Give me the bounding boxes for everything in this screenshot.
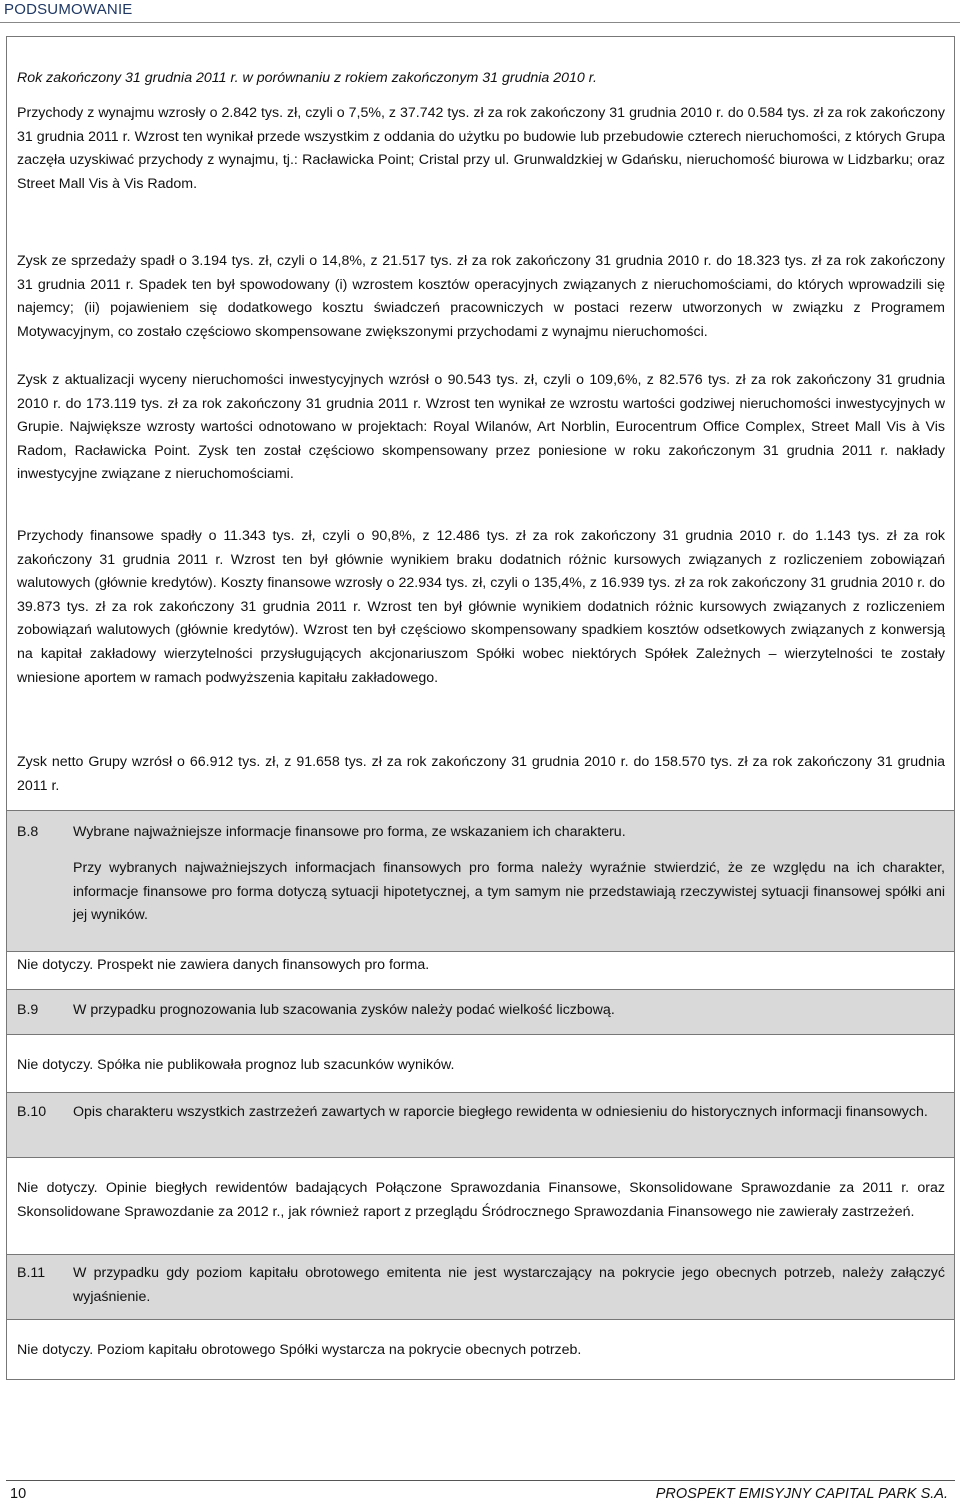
divider (7, 951, 954, 952)
section-code: B.11 (17, 1265, 46, 1281)
section-b9-answer: Nie dotyczy. Spółka nie publikowała prognoz lub szacunków wyników. (17, 1057, 455, 1073)
net-profit-paragraph: Zysk netto Grupy wzrósł o 66.912 tys. zł, z 91.658 tys. zł za rok zakończony 31 grudnia 2010 r. do 158.570 tys. zł za rok zakończony 31 grudnia 2011 r. (17, 754, 945, 794)
divider (7, 1319, 954, 1320)
page-header (0, 0, 960, 23)
section-b10-row (7, 1093, 954, 1157)
revaluation-paragraph: Zysk z aktualizacji wyceny nieruchomości inwestycyjnych wzrósł o 90.543 tys. zł, czyli o 109,6%, z 82.576 tys. zł za rok zakończony 31 grudnia 2010 r. do 173.119 tys. zł za rok zakończony 31 grudnia 2011 r. Wzrost ten wynikał ze wzrostu wartości godziwej nieruchomości inwestycyjnych w Grupie. Największe wzrosty wartości odnotowano w projektach: Royal Wilanów, Art Norblin, Eurocentrum Office Complex, Street Mall Vis à Vis Radom, Racławicka Point. Zysk ten został częściowo skompensowany przez poniesione w roku zakończonym 31 grudnia 2011 r. nakłady inwestycyjne związane z nieruchomościami. (17, 372, 945, 483)
section-code: B.8 (17, 824, 39, 840)
section-heading: Wybrane najważniejsze informacje finansowe pro forma, ze wskazaniem ich charakteru. (73, 824, 626, 840)
divider (7, 1157, 954, 1158)
summary-table (6, 36, 955, 1380)
financial-income-paragraph: Przychody finansowe spadły o 11.343 tys. zł, czyli o 90,8%, z 12.486 tys. zł za rok zakończony 31 grudnia 2010 r. do 1.143 tys. zł za rok zakończony 31 grudnia 2011 r. Wzrost ten był głównie wynikiem braku dodatnich różnic kursowych związanych z rozliczeniem zobowiązań walutowych (głównie kredytów). Koszty finansowe wzrosły o 22.934 tys. zł, czyli o 135,4%, z 16.939 tys. zł za rok zakończony 31 grudnia 2010 r. do 39.873 tys. zł za rok zakończony 31 grudnia 2011 r. Wzrost ten był głównie wynikiem dodatnich różnic kursowych związanych z rozliczeniem zobowiązań walutowych (głównie kredytów). Wzrost ten był częściowo skompensowany spadkiem kosztów odsetkowych związanych z konwersją na kapitał zakładowy wierzytelności przysługujących akcjonariuszom Spółki wobec niektórych Spółek Zależnych – wierzytelności te zostały wniesione aportem w ramach podwyższenia kapitału zakładowego. (17, 528, 945, 686)
divider (7, 1034, 954, 1035)
section-title: PODSUMOWANIE (4, 1, 133, 18)
page-number: 10 (10, 1486, 27, 1502)
comparison-heading: Rok zakończony 31 grudnia 2011 r. w porównaniu z rokiem zakończonym 31 grudnia 2010 r. (17, 70, 597, 86)
publication-title: PROSPEKT EMISYJNY CAPITAL PARK S.A. (655, 1486, 948, 1502)
sales-profit-paragraph: Zysk ze sprzedaży spadł o 3.194 tys. zł, czyli o 14,8%, z 21.517 tys. zł za rok zakończony 31 grudnia 2010 r. do 18.323 tys. zł za rok zakończony 31 grudnia 2011 r. Spadek ten był spowodowany (i) wzrostem kosztów operacyjnych związanych z nieruchomościami, do których wprowadzili się najemcy; (ii) pojawieniem się dodatkowego kosztu świadczeń pracowniczych w postaci rezerw utworzonych w związku z Programem Motywacyjnym, co zostało częściowo skompensowane zwiększonymi przychodami z wynajmu nieruchomości. (17, 253, 945, 340)
footer-rule (6, 1480, 955, 1481)
section-b11-row (7, 1255, 954, 1319)
section-code: B.10 (17, 1104, 47, 1120)
section-heading: W przypadku prognozowania lub szacowania zysków należy podać wielkość liczbową. (73, 1002, 615, 1018)
section-b8-answer: Nie dotyczy. Prospekt nie zawiera danych finansowych pro forma. (17, 957, 430, 973)
section-heading: W przypadku gdy poziom kapitału obrotowego emitenta nie jest wystarczający na pokrycie jego obecnych potrzeb, należy załączyć wyjaśnienie. (73, 1265, 945, 1305)
section-heading: Opis charakteru wszystkich zastrzeżeń zawartych w raporcie biegłego rewidenta w odniesieniu do historycznych informacji finansowych. (73, 1104, 928, 1120)
section-b10-answer: Nie dotyczy. Opinie biegłych rewidentów badających Połączone Sprawozdania Finansowe, Skonsolidowane Sprawozdanie za 2011 r. oraz Skonsolidowane Sprawozdanie za 2012 r., jak również raport z przeglądu Śródrocznego Sprawozdania Finansowego nie zawierały zastrzeżeń. (17, 1180, 945, 1220)
section-b11-answer: Nie dotyczy. Poziom kapitału obrotowego Spółki wystarcza na pokrycie obecnych potrzeb. (17, 1342, 582, 1358)
section-code: B.9 (17, 1002, 39, 1018)
section-b8-row (7, 811, 954, 951)
section-b9-row (7, 990, 954, 1034)
rental-income-paragraph: Przychody z wynajmu wzrosły o 2.842 tys. zł, czyli o 7,5%, z 37.742 tys. zł za rok zakończony 31 grudnia 2010 r. do 0.584 tys. zł za rok zakończony 31 grudnia 2011 r. Wzrost ten wynikał przede wszystkim z oddania do użytku po budowie lub przebudowie czterech nieruchomości, z których Grupa zaczęła uzyskiwać przychody z wynajmu, tj.: Racławicka Point; Cristal przy ul. Grunwaldzkiej w Gdańsku, nieruchomość biurowa w Lidzbarku; oraz Street Mall Vis à Vis Radom. (17, 105, 945, 192)
section-description: Przy wybranych najważniejszych informacjach finansowych pro forma należy wyraźnie stwierdzić, że ze względu na ich charakter, informacje finansowe pro forma dotyczą sytuacji hipotetycznej, a tym samym nie przedstawiają rzeczywistej sytuacji finansowej spółki ani jej wyników. (73, 860, 945, 924)
